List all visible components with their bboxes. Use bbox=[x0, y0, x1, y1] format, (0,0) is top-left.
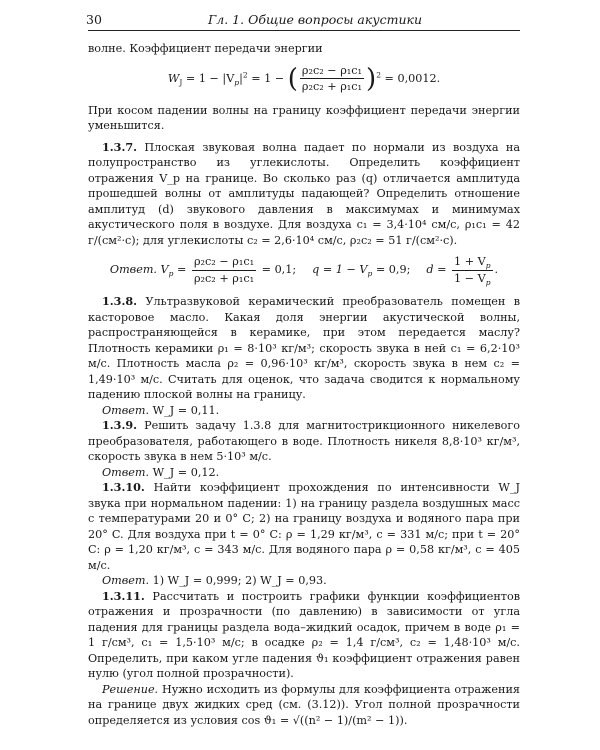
problem-1-3-7: 1.3.7. Плоская звуковая волна падает по нормали из воздуха на полупространство из углекислоты. Определить коэффициент отражения V_p на границе. Во сколько раз (q) отличается амплитуда прошедшей волны от амплитуды падающей? Определить отношение амплитуд (d) звукового давления в максимумах и минимумах акустического поля в воздухе. Для воздуха c₁ = 3,4·10⁴ см/с, ρ₁c₁ = 42 г/(см²·с); для углекислоты c₂ = 2,6·10⁴ см/с, ρ₂c₂ = 51 г/(см²·с). bbox=[88, 139, 520, 247]
page-header bbox=[88, 10, 520, 31]
book-page bbox=[88, 10, 520, 728]
problem-1-3-9: 1.3.9. Решить задачу 1.3.8 для магнитострикционного никелевого преобразователя, работающего в воде. Плотность никеля 8,8·10³ кг/м³, скорость звука в нем 5·10³ м/с. bbox=[88, 418, 520, 463]
solution-1-3-11: Решение. Нужно исходить из формулы для коэффициента отражения на границе двух жидких сред (см. (3.12)). Угол полной прозрачности определяется из условия cos ϑ₁ = √((n² − 1)/(m² − 1)). bbox=[88, 682, 520, 727]
chapter-title: Гл. 1. Общие вопросы акустики bbox=[208, 12, 423, 27]
answer-1-3-9: Ответ. W_J = 0,12. bbox=[102, 465, 220, 479]
problem-1-3-11: 1.3.11. Рассчитать и построить графики функции коэффициентов отражения и прозрачности (по давлению) в зависимости от угла падения для границы раздела вода–жидкий осадок, причем в воде ρ₁ = 1 г/см³, c₁ = 1,5·10³ м/с; в осадке ρ₂ = 1,4 г/см³, c₂ = 1,48·10³ м/с. Определить, при каком угле падения ϑ₁ коэффициент отражения равен нулю (угол полной прозрачности). bbox=[88, 588, 520, 680]
answer-1-3-10: Ответ. 1) W_J = 0,999; 2) W_J = 0,93. bbox=[102, 574, 327, 587]
answer-1-3-7: Ответ. $V_p$ = $\frac{\text{ρ₂c₂ − ρ₁c₁}}{\text{ρ₂c₂ + ρ₁c₁}}$ = 0,1; $q = 1 - V_p = 0,9$; d = $\frac{1 + V_p}{1 - V_p}$ . bbox=[109, 255, 499, 287]
energy-transfer-formula: $W_J = 1 - |V_p|^2 = 1$ − ( $\frac{\text{ρ₂c₂ − ρ₁c₁}}{\text{ρ₂c₂ + ρ₁c₁}}$ )$^2$ = 0,0012. bbox=[167, 63, 441, 94]
energy-fraction: $\frac{\text{ρ₂c₂ − ρ₁c₁}}{\text{ρ₂c₂ + ρ₁c₁}}$ bbox=[301, 63, 363, 93]
page-number: 30 bbox=[86, 12, 102, 27]
reflection-fraction: $\frac{\text{ρ₂c₂ − ρ₁c₁}}{\text{ρ₂c₂ + ρ₁c₁}}$ bbox=[193, 255, 255, 285]
oblique-note: При косом падении волны на границу коэффициент передачи энергии уменьшится. bbox=[88, 103, 520, 132]
problem-1-3-8: 1.3.8. Ультразвуковой керамический преобразователь помещен в касторовое масло. Какая доля энергии акустической волны, распространяющейся в керамике, при этом передается маслу? Плотность керамики ρ₁ = 8·10³ кг/м³; скорость звука в ней c₁ = 6,2·10³ м/с. Плотность масла ρ₂ = 0,96·10³ кг/м³, скорость звука в нем c₂ = 1,49·10³ м/с. Считать для оценок, что задача сводится к нормальному падению плоской волны на границу. bbox=[88, 294, 520, 401]
d-fraction: $\frac{1 + V_p}{1 - V_p}$ bbox=[454, 255, 491, 287]
answer-1-3-8: Ответ. W_J = 0,11. bbox=[102, 403, 220, 417]
intro-line: волне. Коэффициент передачи энергии bbox=[88, 42, 323, 55]
problem-1-3-10: 1.3.10. Найти коэффициент прохождения по интенсивности W_J звука при нормальном падении: 1) на границу раздела воздушных масс с температурами 20 и 0° C; 2) на границу воздуха и водяного пара при 20° C. Для воздуха при t = 0° C: ρ = 1,29 кг/м³, c = 331 м/с; при t = 20° C: ρ = 1,20 кг/м³, c = 343 м/с. Для водяного пара ρ = 0,58 кг/м³, c = 405 м/с. bbox=[88, 480, 521, 572]
